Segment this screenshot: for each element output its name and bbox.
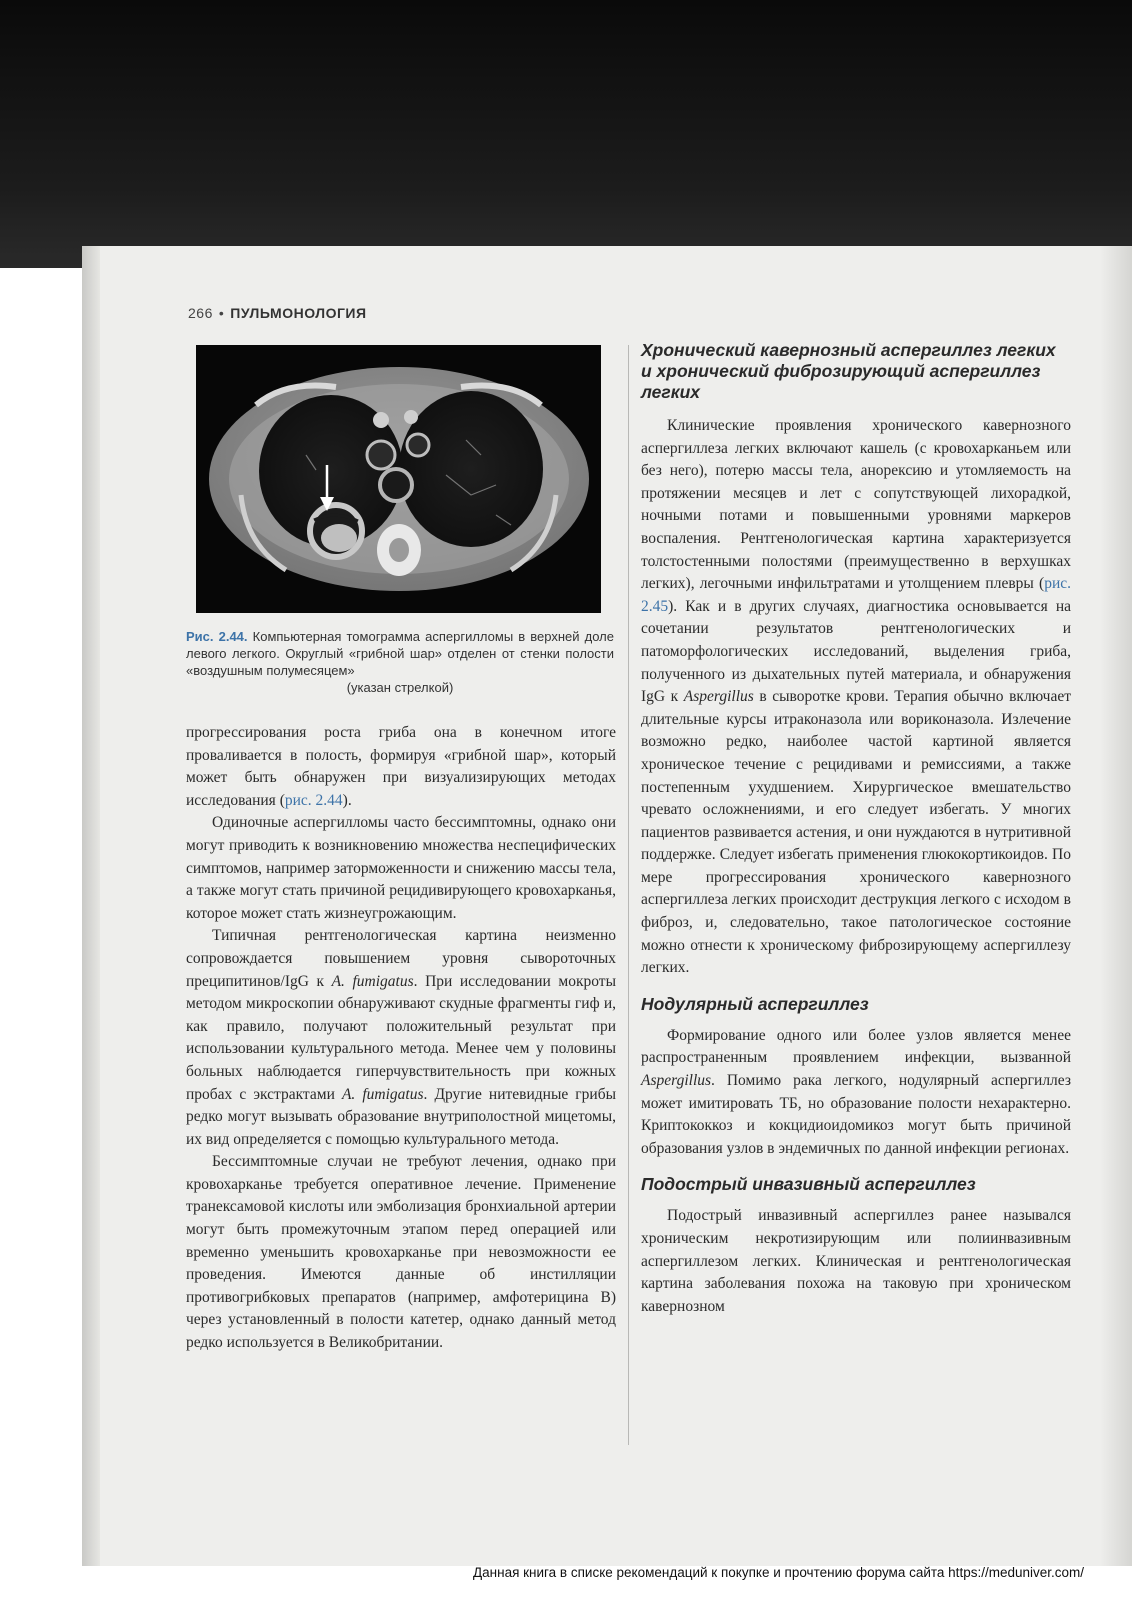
paragraph-text: ). Как и в других случаях, диагностика основывается на сочетании результатов рентгенологических и патоморфологических исследований, выделения гриба, полученного из дыхательных путей материала, и обнаружения IgG к — [641, 597, 1071, 706]
paragraph — [186, 925, 616, 1151]
paragraph — [641, 415, 1071, 980]
figure-reference-link[interactable]: рис. 2.45 — [641, 575, 1071, 615]
genus-name: Aspergillus — [641, 1072, 712, 1090]
paragraph-text: . Помимо рака легкого, нодулярный аспергиллез может имитировать ТБ, но образование полости нехарактерно. Криптококкоз и кокцидиоидомикоз могут быть причиной образования узлов в эндемичных по данной инфекции регионах. — [641, 1072, 1071, 1157]
figure-caption-tail: (указан стрелкой) — [346, 680, 454, 695]
paragraph: Подострый инвазивный аспергиллез ранее назывался хроническим некротизирующим или полиинвазивным аспергиллезом легких. Клиническая и рентгенологическая картина заболевания похожа на таковую при хроническом кавернозном — [641, 1207, 1071, 1315]
fungal-ball — [321, 524, 357, 552]
ct-scan-image — [196, 345, 601, 613]
page-left-edge-shadow — [82, 246, 100, 1566]
column-divider — [628, 345, 629, 1445]
header-separator: • — [218, 305, 225, 321]
paragraph-text: в сыворотке крови. Терапия обычно включает длительные курсы итраконазола или вориконазола. Излечение возможно редко, наиболее частой картиной является хроническое течение с рецидивами и ремиссиями, а также постепенным ухудшением. Хирургическое вмешательство чревато осложнениями, и его следует избегать. У многих пациентов развивается астения, и они нуждаются в нутритивной поддержке. Следует избегать применения глюкокортикоидов. По мере прогрессирования хронического кавернозного аспергиллеза легких происходит деструкция легкого с исходом в фиброз, и, следовательно, такое патологическое состояние можно отнести к хроническому фиброзирующему аспергиллезу легких. — [641, 688, 1071, 977]
paragraph-text: Типичная рентгенологическая картина неизменно сопровождается повышением уровня сывороточных преципитинов/IgG к — [186, 927, 616, 990]
paragraph — [641, 1025, 1071, 1161]
right-column — [641, 340, 1071, 1318]
section-title: ПУЛЬМОНОЛОГИЯ — [230, 305, 367, 321]
scan-dark-background — [0, 0, 1132, 268]
paragraph-text: . При исследовании мокроты методом микроскопии обнаруживают скудные фрагменты гиф и, как правило, получают положительный результат при использовании культурального метода. Менее чем у половины больных наблюдается гиперчувствительность при кожных пробах с экстрактами — [186, 972, 616, 1103]
paragraph-text: . Другие нитевидные грибы редко могут вызывать образование внутриполостной мицетомы, их вид определяется с помощью культурального метода. — [186, 1085, 617, 1148]
paragraph-text: прогрессирования роста гриба она в конечном итоге проваливается в полость, формируя «грибной шар», который может быть обнаружен при визуализирующих методах исследования ( — [186, 724, 616, 809]
figure-caption — [186, 628, 614, 696]
ct-scan-figure — [196, 345, 601, 613]
page-right-edge-shadow — [1100, 246, 1132, 1566]
figure-label: Рис. 2.44. — [186, 629, 248, 644]
genus-name: Aspergillus — [683, 688, 754, 706]
figure-caption-text: Компьютерная томограмма аспергилломы в верхней доле левого легкого. Округлый «грибной шар» отделен от стенки полости «воздушным полумесяцем» — [186, 629, 614, 678]
paragraph-text: Формирование одного или более узлов является менее распространенным проявлением инфекции, вызванной — [641, 1026, 1071, 1067]
footer-note — [0, 1565, 1132, 1580]
species-name: A. fumigatus — [331, 972, 414, 990]
left-lung — [399, 391, 543, 547]
left-column — [186, 722, 616, 1355]
paragraph — [186, 722, 616, 812]
paragraph-text: ). — [342, 791, 352, 809]
trachea — [380, 469, 412, 501]
paragraph: Бессимптомные случаи не требуют лечения, однако при кровохарканье требуется оперативное лечение. Применение транексамовой кислоты или эмболизация бронхиальной артерии могут быть промежуточным этапом перед операцией или временно уменьшить кровохарканье при невозможности ее проведения. Имеются данные об инстилляции противогрибковых препаратов (например, амфотерицина B) через установленный в полости катетер, однако данный метод редко используется в Великобритании. — [186, 1153, 616, 1352]
section-heading: Хронический кавернозный аспергиллез легких и хронический фиброзирующий аспергиллез легких — [641, 340, 1056, 402]
page-number: 266 — [188, 305, 213, 321]
paragraph: Одиночные аспергилломы часто бессимптомны, однако они могут приводить к возникновению множества неспецифических симптомов, например заторможенности и снижению массы тела, а также могут стать причиной рецидивирующего кровохарканья, которое может стать жизнеугрожающим. — [186, 814, 616, 922]
footer-text: Данная книга в списке рекомендаций к покупке и прочтению форума сайта https://meduniver.com/ — [473, 1565, 1084, 1580]
paragraph-text: Клинические проявления хронического кавернозного аспергиллеза легких включают кашель (с кровохарканьем или без него), потерю массы тела, анорексию и утомляемость на протяжении месяцев и лет с сопутствующей лихорадкой, ночными потами и повышенными уровнями маркеров воспаления. Рентгенологическая картина характеризуется толстостенными полостями (преимущественно в верхушках легких), легочными инфильтратами и утолщением плевры ( — [641, 417, 1071, 593]
figure-reference-link[interactable]: рис. 2.44 — [284, 791, 343, 809]
section-heading: Нодулярный аспергиллез — [641, 993, 869, 1014]
running-head — [188, 305, 367, 321]
section-heading: Подострый инвазивный аспергиллез — [641, 1174, 976, 1195]
species-name: A. fumigatus — [341, 1085, 424, 1103]
